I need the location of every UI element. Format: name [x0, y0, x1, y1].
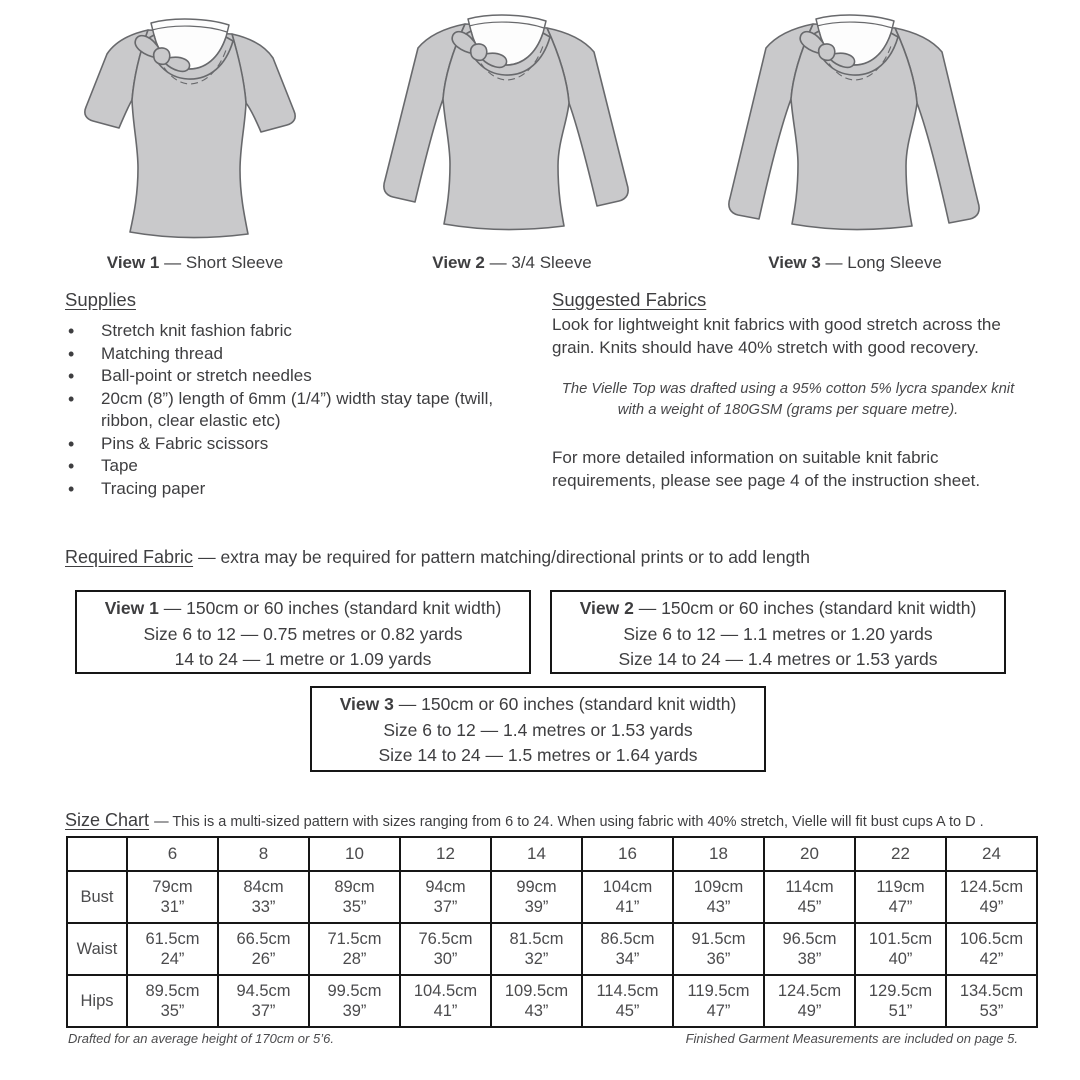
size-chart-subtitle: — This is a multi-sized pattern with sizes ranging from 6 to 24. When using fabric with 40% stretch, Vielle will fit bust cups A to D .: [154, 814, 984, 830]
measurement-cell: [400, 871, 491, 923]
size-chart-title: Size Chart: [65, 810, 150, 830]
inch-value: 35”: [160, 1002, 185, 1020]
corner-cell: [67, 837, 127, 871]
cm-value: 124.5cm: [777, 982, 842, 1000]
supply-item: • Pins & Fabric scissors: [65, 433, 545, 456]
required-fabric-title: Required Fabric: [65, 547, 194, 567]
cm-value: 129.5cm: [868, 982, 933, 1000]
view-2-label: [381, 253, 643, 273]
cm-value: 81.5cm: [509, 930, 564, 948]
inch-value: 26”: [251, 950, 276, 968]
supply-item: • Matching thread: [65, 343, 545, 366]
inch-value: 43”: [524, 1002, 549, 1020]
cm-value: 134.5cm: [959, 982, 1024, 1000]
cm-value: 71.5cm: [327, 930, 382, 948]
supply-item: • 20cm (8”) length of 6mm (1/4”) width stay tape (twill, ribbon, clear elastic etc): [65, 388, 545, 433]
fabric-box-line: Size 14 to 24 — 1.5 metres or 1.64 yards: [378, 745, 698, 765]
inch-value: 24”: [160, 950, 185, 968]
cm-value: 94cm: [425, 878, 466, 896]
size-chart-table: [66, 836, 1038, 1028]
cm-value: 94.5cm: [236, 982, 291, 1000]
cm-value: 104.5cm: [413, 982, 478, 1000]
inch-value: 39”: [524, 898, 549, 916]
inch-value: 35”: [342, 898, 367, 916]
inch-value: 38”: [797, 950, 822, 968]
fabric-box-view-2: [550, 590, 1006, 674]
measurement-cell: [855, 923, 946, 975]
supplies-list: [65, 320, 545, 500]
cm-value: 96.5cm: [782, 930, 837, 948]
measurement-cell: [309, 923, 400, 975]
size-chart-heading: [65, 810, 984, 831]
size-col-header: 6: [127, 837, 218, 871]
fabric-box-line: Size 6 to 12 — 1.1 metres or 1.20 yards: [623, 623, 933, 644]
cm-value: 109.5cm: [504, 982, 569, 1000]
size-col-header: 12: [400, 837, 491, 871]
cm-value: 66.5cm: [236, 930, 291, 948]
cm-value: 89cm: [334, 878, 375, 896]
fabric-box-width: — 150cm or 60 inches (standard knit width): [398, 694, 737, 714]
cm-value: 106.5cm: [959, 930, 1024, 948]
suggested-fabrics-paragraph: Look for lightweight knit fabrics with good stretch across the grain. Knits should have 40% stretch with good recovery.: [552, 315, 1001, 357]
cm-value: 76.5cm: [418, 930, 473, 948]
fabric-box-title: [77, 596, 529, 622]
measurement-cell: [946, 975, 1037, 1027]
fabric-box-view-3: [310, 686, 766, 772]
inch-value: 36”: [706, 950, 731, 968]
measurement-cell: [127, 871, 218, 923]
measurement-cell: [946, 923, 1037, 975]
size-col-header: 10: [309, 837, 400, 871]
inch-value: 39”: [342, 1002, 367, 1020]
cm-value: 114cm: [785, 878, 834, 896]
size-col-header: 24: [946, 837, 1037, 871]
inch-value: 53”: [979, 1002, 1004, 1020]
fabric-box-line: 14 to 24 — 1 metre or 1.09 yards: [174, 649, 432, 669]
cm-value: 91.5cm: [691, 930, 746, 948]
tshirt-long-sleeve-illustration: [714, 2, 1019, 252]
fabric-box-title: [552, 596, 1004, 622]
measurement-cell: [673, 871, 764, 923]
size-col-header: 14: [491, 837, 582, 871]
drafting-fabric-note: The Vielle Top was drafted using a 95% cotton 5% lycra spandex knit with a weight of 180GSM (grams per square metre).: [561, 381, 1015, 418]
fabric-box-view-name: View 2: [579, 598, 634, 618]
fabric-box-title: [312, 692, 764, 718]
measurement-cell: [673, 975, 764, 1027]
tshirt-three-quarter-sleeve-illustration: [366, 2, 671, 252]
size-col-header: 8: [218, 837, 309, 871]
fabric-box-line: Size 6 to 12 — 1.4 metres or 1.53 yards: [383, 719, 693, 740]
inch-value: 40”: [888, 950, 913, 968]
cm-value: 84cm: [243, 878, 284, 896]
view-3-label: [724, 253, 986, 273]
measurement-cell: [400, 975, 491, 1027]
view-2-variant: — 3/4 Sleeve: [489, 253, 592, 272]
inch-value: 41”: [433, 1002, 458, 1020]
measurement-cell: [218, 923, 309, 975]
inch-value: 49”: [979, 898, 1004, 916]
row-label: Waist: [67, 923, 127, 975]
measurement-cell: [218, 871, 309, 923]
inch-value: 47”: [706, 1002, 731, 1020]
measurement-cell: [309, 975, 400, 1027]
fabric-box-view-name: View 1: [104, 598, 159, 618]
measurement-cell: [400, 923, 491, 975]
view-3-name: View 3: [768, 253, 821, 272]
cm-value: 101.5cm: [868, 930, 933, 948]
tshirt-short-sleeve-illustration: [70, 8, 310, 248]
cm-value: 89.5cm: [145, 982, 200, 1000]
view-2-name: View 2: [432, 253, 485, 272]
required-fabric-subtitle: — extra may be required for pattern matching/directional prints or to add length: [198, 547, 810, 567]
size-col-header: 16: [582, 837, 673, 871]
inch-value: 37”: [251, 1002, 276, 1020]
inch-value: 34”: [615, 950, 640, 968]
more-info-paragraph: For more detailed information on suitable knit fabric requirements, please see page 4 of the instruction sheet.: [552, 448, 981, 490]
cm-value: 119cm: [876, 878, 925, 896]
measurement-cell: [855, 975, 946, 1027]
measurement-cell: [764, 975, 855, 1027]
measurement-cell: [946, 871, 1037, 923]
cm-value: 109cm: [693, 878, 744, 896]
inch-value: 49”: [797, 1002, 822, 1020]
cm-value: 86.5cm: [600, 930, 655, 948]
inch-value: 31”: [160, 898, 185, 916]
supply-item: • Stretch knit fashion fabric: [65, 320, 545, 343]
waist-row: [67, 923, 1037, 975]
measurement-cell: [491, 975, 582, 1027]
hips-row: [67, 975, 1037, 1027]
inch-value: 45”: [797, 898, 822, 916]
row-label: Bust: [67, 871, 127, 923]
inch-value: 32”: [524, 950, 549, 968]
fabric-box-view-1: [75, 590, 531, 674]
inch-value: 45”: [615, 1002, 640, 1020]
supplies-section: [65, 289, 545, 500]
supply-item: • Tracing paper: [65, 478, 545, 501]
supplies-heading: Supplies: [65, 289, 136, 310]
inch-value: 33”: [251, 898, 276, 916]
measurement-cell: [582, 923, 673, 975]
measurement-cell: [309, 871, 400, 923]
measurement-cell: [491, 923, 582, 975]
size-col-header: 20: [764, 837, 855, 871]
fabric-box-line: Size 6 to 12 — 0.75 metres or 0.82 yards: [143, 623, 463, 644]
measurement-cell: [127, 975, 218, 1027]
bust-row: [67, 871, 1037, 923]
fabric-box-width: — 150cm or 60 inches (standard knit width): [638, 598, 977, 618]
required-fabric-heading: [65, 547, 810, 568]
cm-value: 99.5cm: [327, 982, 382, 1000]
view-1-name: View 1: [106, 253, 160, 272]
cm-value: 99cm: [516, 878, 557, 896]
measurement-cell: [673, 923, 764, 975]
cm-value: 79cm: [152, 878, 193, 896]
measurement-cell: [218, 975, 309, 1027]
view-1-variant: — Short Sleeve: [164, 253, 284, 272]
fabric-box-line: Size 14 to 24 — 1.4 metres or 1.53 yards: [618, 649, 938, 669]
inch-value: 43”: [706, 898, 731, 916]
measurement-cell: [127, 923, 218, 975]
inch-value: 37”: [433, 898, 458, 916]
fabric-box-view-name: View 3: [339, 694, 394, 714]
size-header-row: [67, 837, 1037, 871]
inch-value: 47”: [888, 898, 913, 916]
inch-value: 51”: [888, 1002, 913, 1020]
measurement-cell: [491, 871, 582, 923]
cm-value: 104cm: [602, 878, 653, 896]
fabric-box-width: — 150cm or 60 inches (standard knit width): [163, 598, 502, 618]
cm-value: 114.5cm: [596, 982, 659, 1000]
cm-value: 119.5cm: [687, 982, 750, 1000]
measurement-cell: [764, 871, 855, 923]
suggested-fabrics-heading: Suggested Fabrics: [552, 289, 707, 310]
size-col-header: 18: [673, 837, 764, 871]
drafted-height-note: Drafted for an average height of 170cm or 5’6.: [68, 1031, 334, 1046]
view-3-variant: — Long Sleeve: [825, 253, 942, 272]
cm-value: 124.5cm: [959, 878, 1024, 896]
measurement-cell: [855, 871, 946, 923]
measurement-cell: [582, 871, 673, 923]
suggested-fabrics-section: [552, 289, 1024, 492]
measurement-cell: [582, 975, 673, 1027]
inch-value: 30”: [433, 950, 458, 968]
cm-value: 61.5cm: [145, 930, 200, 948]
inch-value: 28”: [342, 950, 367, 968]
row-label: Hips: [67, 975, 127, 1027]
inch-value: 42”: [979, 950, 1004, 968]
inch-value: 41”: [615, 898, 640, 916]
supply-item: • Tape: [65, 455, 545, 478]
view-1-label: [64, 253, 326, 273]
finished-measurements-note: Finished Garment Measurements are included on page 5.: [685, 1031, 1018, 1046]
size-col-header: 22: [855, 837, 946, 871]
supply-item: • Ball-point or stretch needles: [65, 365, 545, 388]
measurement-cell: [764, 923, 855, 975]
